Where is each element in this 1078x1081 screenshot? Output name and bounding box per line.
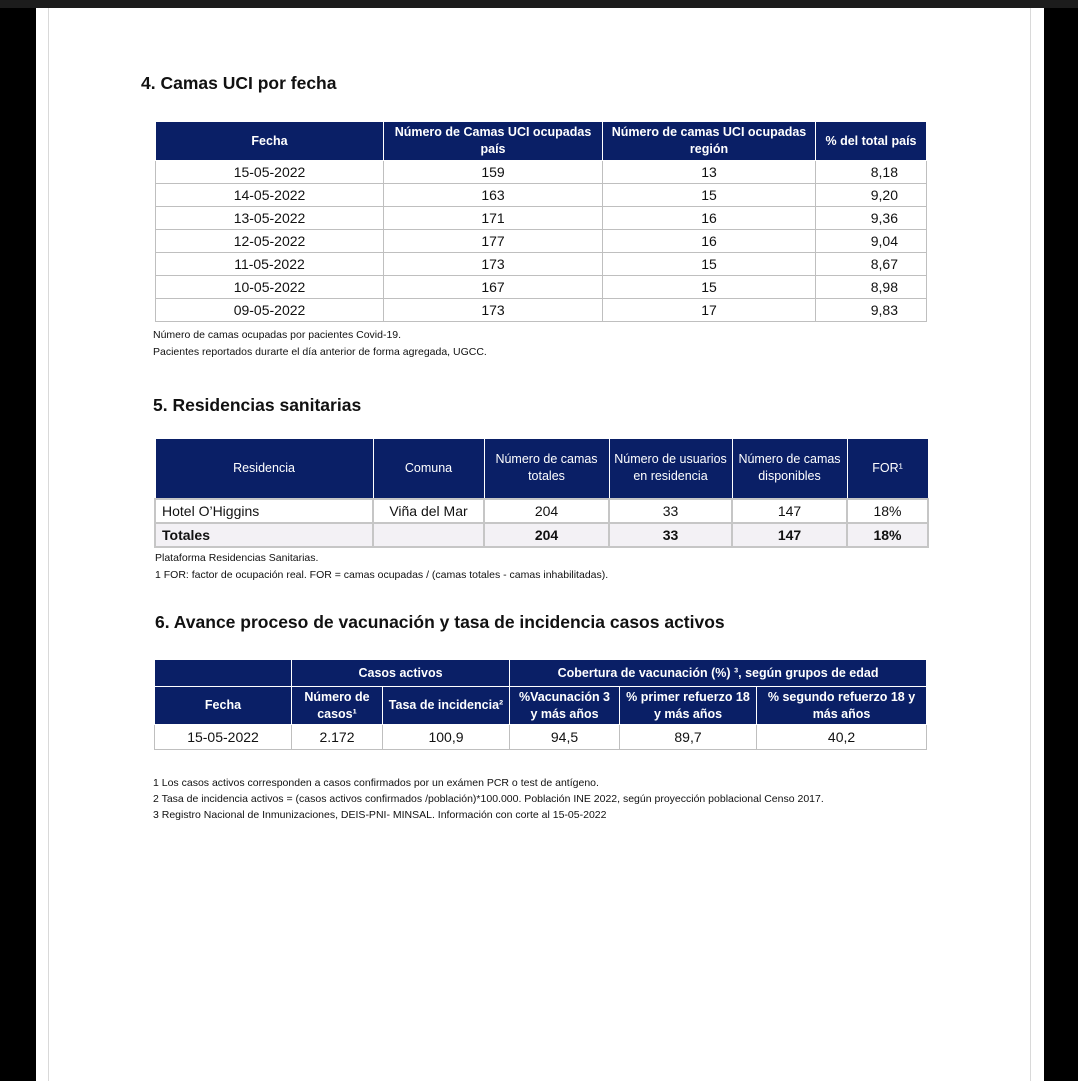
table-row xyxy=(155,725,927,750)
vac-header-blank xyxy=(155,660,292,687)
vaccination-table xyxy=(154,659,927,750)
totals-comuna xyxy=(373,523,484,547)
vac-incidence: 100,9 xyxy=(383,725,510,750)
table-row xyxy=(155,499,928,523)
vac-header-cases: Número de casos¹ xyxy=(292,687,383,725)
icu-country: 171 xyxy=(384,207,603,230)
icu-header-country: Número de Camas UCI ocupadas país xyxy=(384,122,603,161)
section4-title: 4. Camas UCI por fecha xyxy=(141,73,337,93)
icu-region: 15 xyxy=(603,276,816,299)
vaccination-group-header-row xyxy=(155,660,927,687)
icu-date: 13-05-2022 xyxy=(156,207,384,230)
icu-date: 14-05-2022 xyxy=(156,184,384,207)
top-bar xyxy=(0,0,1078,8)
table-row xyxy=(156,253,927,276)
section6-title: 6. Avance proceso de vacunación y tasa de incidencia casos activos xyxy=(155,612,725,632)
totals-users: 33 xyxy=(609,523,732,547)
res-for: 18% xyxy=(847,499,928,523)
section6-note-1: 1 Los casos activos corresponden a casos confirmados por un exámen PCR o test de antígeno. xyxy=(153,777,599,789)
icu-percent: 8,98 xyxy=(816,276,927,299)
icu-date: 10-05-2022 xyxy=(156,276,384,299)
icu-region: 17 xyxy=(603,299,816,322)
icu-country: 177 xyxy=(384,230,603,253)
vac-group-coverage: Cobertura de vacunación (%) ³, según grupos de edad xyxy=(510,660,927,687)
icu-country: 163 xyxy=(384,184,603,207)
icu-country: 159 xyxy=(384,161,603,184)
res-header-users: Número de usuarios en residencia xyxy=(609,439,732,499)
section6-note-3: 3 Registro Nacional de Inmunizaciones, DEIS-PNI- MINSAL. Información con corte al 15-05-2022 xyxy=(153,809,607,821)
icu-date: 09-05-2022 xyxy=(156,299,384,322)
res-name: Hotel O’Higgins xyxy=(155,499,373,523)
res-header-available: Número de camas disponibles xyxy=(732,439,847,499)
icu-country: 173 xyxy=(384,253,603,276)
icu-header-region: Número de camas UCI ocupadas región xyxy=(603,122,816,161)
residences-header-row xyxy=(155,439,928,499)
icu-date: 12-05-2022 xyxy=(156,230,384,253)
table-row xyxy=(156,230,927,253)
vac-group-active-cases: Casos activos xyxy=(292,660,510,687)
icu-percent: 9,36 xyxy=(816,207,927,230)
section6-note-2: 2 Tasa de incidencia activos = (casos activos confirmados /población)*100.000. Población INE 2022, según proyección poblacional Censo 2017. xyxy=(153,793,824,805)
icu-country: 173 xyxy=(384,299,603,322)
vac-vaccination: 94,5 xyxy=(510,725,620,750)
icu-region: 16 xyxy=(603,230,816,253)
icu-percent: 8,18 xyxy=(816,161,927,184)
page-margin-line-left xyxy=(48,8,49,1081)
vac-header-date: Fecha xyxy=(155,687,292,725)
res-header-comuna: Comuna xyxy=(373,439,484,499)
icu-header-percent: % del total país xyxy=(816,122,927,161)
icu-percent: 9,20 xyxy=(816,184,927,207)
totals-label: Totales xyxy=(155,523,373,547)
residences-table xyxy=(154,438,929,548)
icu-table-header-row xyxy=(156,122,927,161)
page-margin-line-right xyxy=(1030,8,1031,1081)
icu-beds-table xyxy=(155,121,927,322)
table-row xyxy=(156,299,927,322)
res-comuna: Viña del Mar xyxy=(373,499,484,523)
section4-note-2: Pacientes reportados durarte el día anterior de forma agregada, UGCC. xyxy=(153,346,487,358)
vac-cases: 2.172 xyxy=(292,725,383,750)
icu-percent: 9,04 xyxy=(816,230,927,253)
totals-total-beds: 204 xyxy=(484,523,609,547)
res-users: 33 xyxy=(609,499,732,523)
icu-region: 15 xyxy=(603,184,816,207)
section5-note-2: 1 FOR: factor de ocupación real. FOR = camas ocupadas / (camas totales - camas inhabilitadas). xyxy=(155,569,609,581)
icu-country: 167 xyxy=(384,276,603,299)
section4-note-1: Número de camas ocupadas por pacientes Covid-19. xyxy=(153,329,402,341)
vac-date: 15-05-2022 xyxy=(155,725,292,750)
vac-header-vaccination: %Vacunación 3 y más años xyxy=(510,687,620,725)
icu-percent: 9,83 xyxy=(816,299,927,322)
icu-date: 15-05-2022 xyxy=(156,161,384,184)
table-row xyxy=(156,276,927,299)
res-header-for: FOR¹ xyxy=(847,439,928,499)
icu-region: 13 xyxy=(603,161,816,184)
icu-percent: 8,67 xyxy=(816,253,927,276)
icu-region: 15 xyxy=(603,253,816,276)
vac-second-booster: 40,2 xyxy=(757,725,927,750)
res-header-residence: Residencia xyxy=(155,439,373,499)
res-header-total-beds: Número de camas totales xyxy=(484,439,609,499)
icu-region: 16 xyxy=(603,207,816,230)
vac-header-second-booster: % segundo refuerzo 18 y más años xyxy=(757,687,927,725)
totals-available: 147 xyxy=(732,523,847,547)
icu-header-date: Fecha xyxy=(156,122,384,161)
totals-for: 18% xyxy=(847,523,928,547)
vac-first-booster: 89,7 xyxy=(620,725,757,750)
vac-header-incidence: Tasa de incidencia² xyxy=(383,687,510,725)
section5-title: 5. Residencias sanitarias xyxy=(153,395,362,415)
table-row xyxy=(156,161,927,184)
res-available: 147 xyxy=(732,499,847,523)
table-row xyxy=(156,184,927,207)
vaccination-header-row xyxy=(155,687,927,725)
vac-header-first-booster: % primer refuerzo 18 y más años xyxy=(620,687,757,725)
table-row xyxy=(156,207,927,230)
icu-date: 11-05-2022 xyxy=(156,253,384,276)
totals-row xyxy=(155,523,928,547)
section5-note-1: Plataforma Residencias Sanitarias. xyxy=(155,552,319,564)
res-total-beds: 204 xyxy=(484,499,609,523)
